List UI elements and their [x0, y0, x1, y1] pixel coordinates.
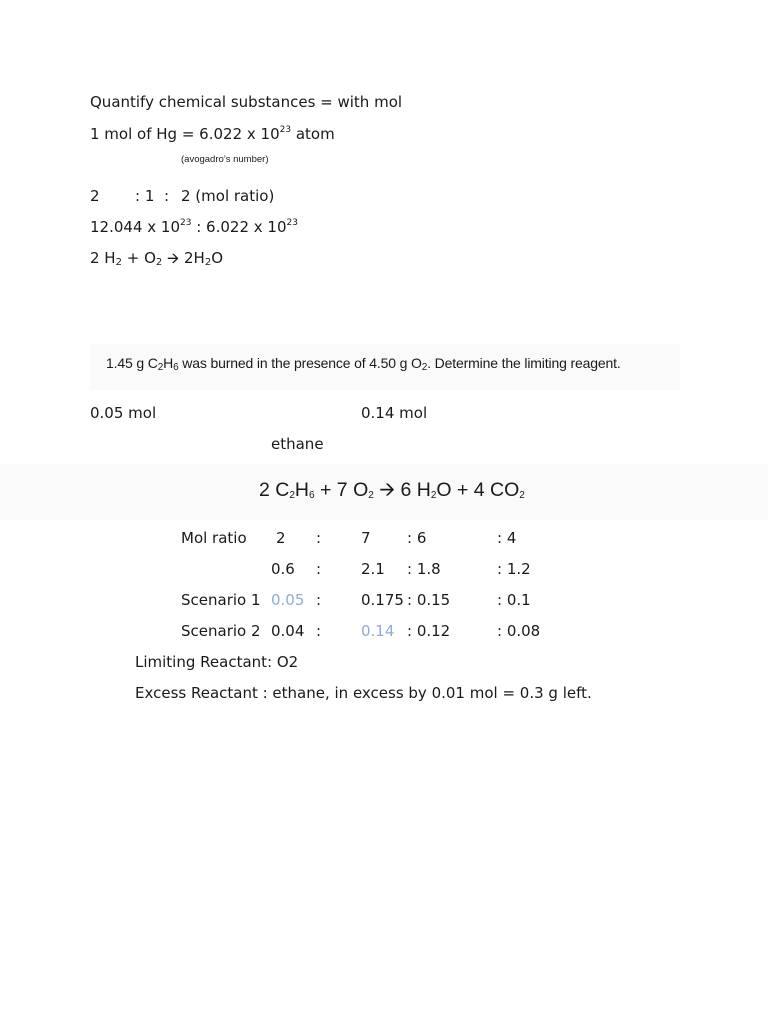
- combustion-arrow-icon: 🡪: [379, 479, 396, 501]
- problem-sub-h: 6: [173, 362, 179, 373]
- ratio-col-3: :: [164, 187, 170, 205]
- particle-ratio-line: [90, 218, 298, 236]
- eq-sub-1: 2: [289, 490, 295, 501]
- problem-part-1: 1.45 g C: [106, 355, 158, 371]
- table-cell-o2-highlight: 0.14: [361, 622, 395, 640]
- table-cell-h2o: : 6: [407, 529, 427, 547]
- eq-sub-5: 2: [519, 490, 525, 501]
- reaction-arrow-icon: 🡪: [167, 249, 180, 267]
- problem-statement: [106, 354, 621, 372]
- eq-term-2: H: [294, 479, 310, 501]
- table-cell-h2o: : 0.12: [407, 622, 451, 640]
- particle-left-exponent: 23: [180, 218, 192, 228]
- table-cell-o2: 7: [361, 529, 371, 547]
- table-cell-c2h6: 0.6: [271, 560, 295, 578]
- problem-part-4: . Determine the limiting reagent.: [427, 355, 621, 371]
- table-cell-sep: :: [316, 529, 322, 547]
- water-eq-h2-sub: 2: [115, 257, 122, 268]
- table-row-label: Scenario 1: [181, 591, 261, 609]
- ratio-col-2: : 1: [135, 187, 155, 205]
- limiting-reactant: Limiting Reactant: O2: [135, 653, 299, 671]
- mol-hg-line: [90, 125, 335, 143]
- mol-hg-exponent: 23: [279, 125, 292, 135]
- ethane-moles: 0.05 mol: [90, 404, 157, 422]
- table-cell-co2: : 1.2: [497, 560, 531, 578]
- table-cell-c2h6-highlight: 0.05: [271, 591, 305, 609]
- water-eq-h2: 2 H: [90, 249, 116, 267]
- table-cell-sep: :: [316, 560, 322, 578]
- combustion-equation: [259, 479, 525, 501]
- water-eq-product: 2H: [179, 249, 205, 267]
- avogadro-note: (avogadro’s number): [181, 154, 269, 165]
- eq-term-3: + 7 O: [314, 479, 369, 501]
- intro-heading: Quantify chemical substances = with mol: [90, 93, 403, 111]
- table-cell-c2h6: 2: [276, 529, 286, 547]
- table-cell-h2o: : 1.8: [407, 560, 441, 578]
- water-eq-product-tail: O: [211, 249, 224, 267]
- table-cell-c2h6: 0.04: [271, 622, 305, 640]
- eq-sub-2: 6: [309, 490, 315, 501]
- water-eq-o2: + O: [121, 249, 156, 267]
- excess-reactant: Excess Reactant : ethane, in excess by 0.01 mol = 0.3 g left.: [135, 684, 592, 702]
- problem-part-3: was burned in the presence of 4.50 g O: [178, 355, 422, 371]
- ethane-label: ethane: [271, 435, 324, 453]
- table-cell-h2o: : 0.15: [407, 591, 451, 609]
- table-cell-o2: 0.175: [361, 591, 404, 609]
- particle-left: 12.044 x 10: [90, 218, 180, 236]
- table-cell-co2: : 0.1: [497, 591, 531, 609]
- mol-hg-text: 1 mol of Hg = 6.022 x 10: [90, 125, 280, 143]
- water-eq-product-sub: 2: [204, 257, 212, 268]
- eq-sub-4: 2: [430, 490, 437, 501]
- water-eq-o2-sub: 2: [155, 257, 163, 268]
- eq-term-1: 2 C: [259, 479, 290, 501]
- problem-sub-o: 2: [421, 362, 428, 373]
- table-row-label: Scenario 2: [181, 622, 261, 640]
- ratio-col-4: 2 (mol ratio): [181, 187, 275, 205]
- table-cell-sep: :: [316, 591, 322, 609]
- eq-term-4: 6 H: [395, 479, 431, 501]
- oxygen-moles: 0.14 mol: [361, 404, 428, 422]
- problem-part-2: H: [163, 355, 174, 371]
- particle-right-exponent: 23: [286, 218, 298, 228]
- table-row-label: Mol ratio: [181, 529, 247, 547]
- table-cell-sep: :: [316, 622, 322, 640]
- problem-sub-c: 2: [157, 362, 164, 373]
- eq-sub-3: 2: [368, 490, 374, 501]
- table-cell-co2: : 0.08: [497, 622, 541, 640]
- ratio-col-1: 2: [90, 187, 100, 205]
- mol-hg-unit: atom: [291, 125, 335, 143]
- water-equation: [90, 249, 223, 267]
- table-cell-co2: : 4: [497, 529, 517, 547]
- eq-term-5: O + 4 CO: [436, 479, 520, 501]
- particle-right: : 6.022 x 10: [191, 218, 287, 236]
- table-cell-o2: 2.1: [361, 560, 385, 578]
